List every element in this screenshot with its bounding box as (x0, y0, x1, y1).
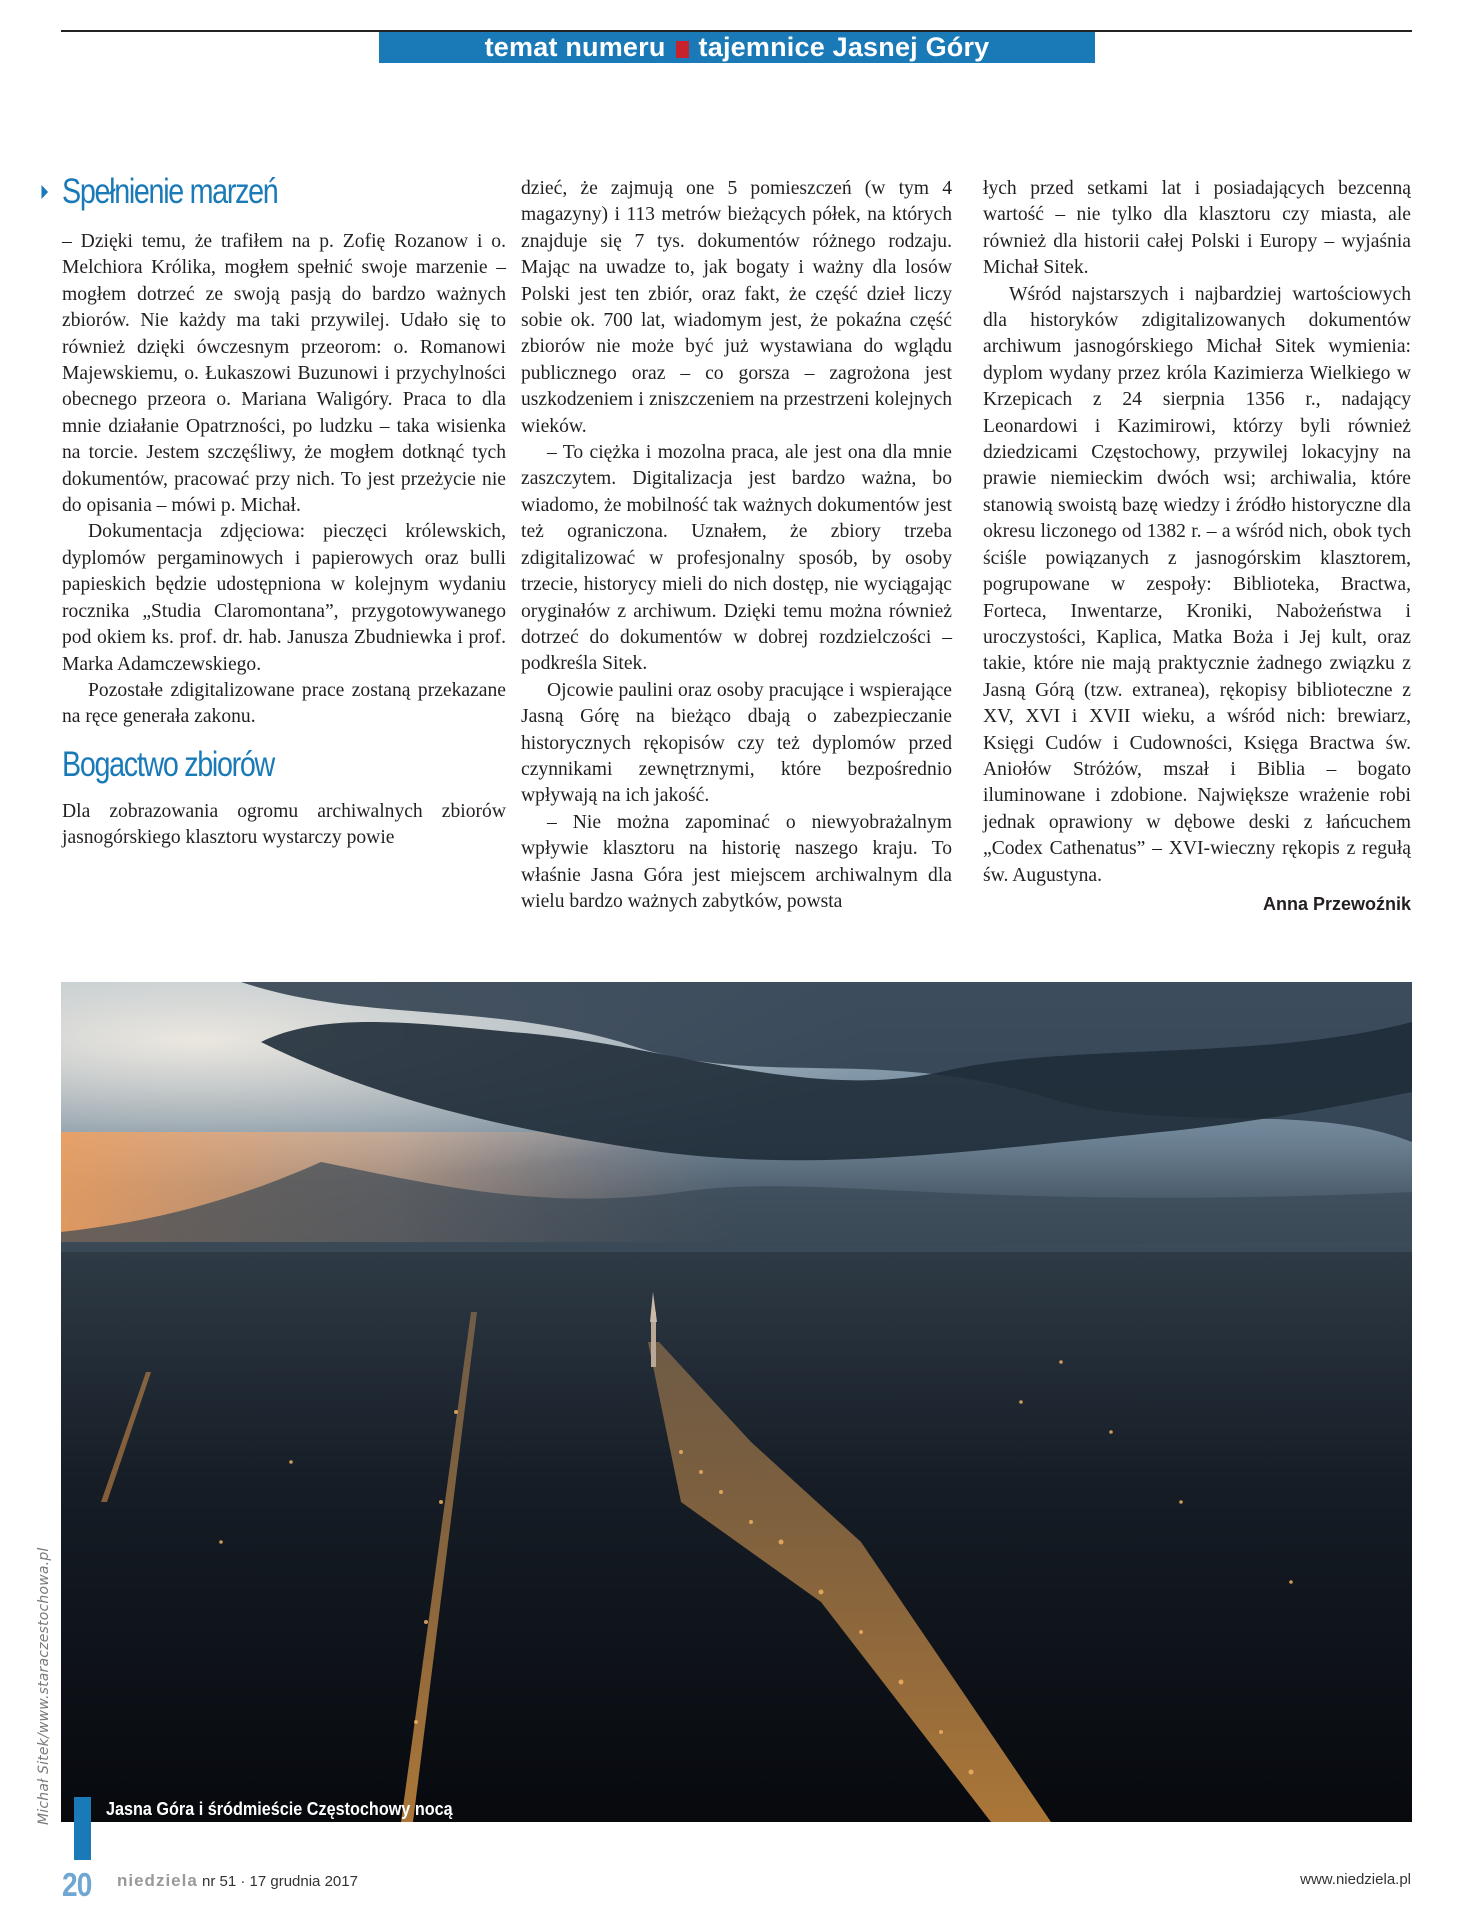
author-byline: Anna Przewoźnik (1262, 893, 1411, 914)
paragraph: – Nie można zapominać o niewyobrażalnym wpływie klasztoru na historię naszego kraju. To właśnie Jasna Góra jest miejscem archiwalnym dla wielu bardzo ważnych zabytków, powsta (521, 811, 952, 912)
page-number: 20 (62, 1866, 92, 1903)
footer-url[interactable]: www.niedziela.pl (1300, 1871, 1411, 1888)
paragraph: – To ciężka i mozolna praca, ale jest ona dla mnie zaszczytem. Digitalizacja jest bardzo ważna, bo wiadomo, że mobilność tak ważnych dokumentów jest też ograniczona. Uznałem, że zbiory trzeba zdigitalizować w profesjonalny sposób, by osoby trzecie, historycy mieli do nich dostęp, nie wyciągając oryginałów z archiwum. Dzięki temu można również dotrzeć do dokumentów w dobrej rozdzielczości – podkreśla Sitek. (521, 442, 952, 675)
paragraph: Pozostałe zdigitalizowane prace zostaną przekazane na ręce generała zakonu. (62, 679, 506, 728)
article-column-3 (983, 176, 1411, 917)
paragraph: dzieć, że zajmują one 5 pomieszczeń (w tym 4 magazyny) i 113 metrów bieżących półek, na których znajduje się 7 tys. dokumentów różnego rodzaju. Mając na uwadze to, jak bogaty i ważny dla losów Polski jest ten zbiór, oraz fakt, że część dzieł liczy sobie ok. 700 lat, wiadomym jest, że pokaźna część zbiorów nie może być już wystawiana do wglądu publicznego oraz – co gorsza – zagrożona jest uszkodzeniem i zniszczeniem na przestrzeni kolejnych wieków. (521, 178, 952, 437)
magazine-name: niedziela (117, 1871, 198, 1890)
topic-label: tajemnice Jasnej Góry (698, 32, 990, 62)
paragraph: – Dzięki temu, że trafiłem na p. Zofię Rozanow i o. Melchiora Królika, mogłem spełnić swoje marzenie – mogłem dotrzeć ze swoją pasją do bardzo ważnych zbiorów. Nie każdy ma taki przywilej. Udało się to również dzięki ówczesnym przeorom: o. Romanowi Majewskiemu, o. Łukaszowi Buzunowi i przychylności obecnego przeora o. Mariana Waligóry. Praca to dla mnie działanie Opatrzności, po ludzku – taka wisienka na torcie. Jestem szczęśliwy, że mogłem dotknąć tych dokumentów, pracować przy nich. To jest przeżycie nie do opisania – mówi p. Michał. (62, 231, 506, 517)
heading-text: Spełnienie marzeń (62, 172, 278, 211)
caption-accent-bar (74, 1797, 91, 1860)
triangle-bullet-icon (42, 185, 49, 199)
paragraph: Ojcowie paulini oraz osoby pracujące i wspierające Jasną Górę na bieżąco dbają o zabezpieczanie historycznych rękopisów czy też dyplomów przed czynnikami zewnętrznymi, które bezpośrednio wpływają na ich jakość. (521, 679, 952, 807)
heading-text: Bogactwo zbiorów (62, 744, 274, 784)
article-column-1 (62, 172, 506, 852)
photo-caption: Jasna Góra i śródmieście Częstochowy nocą (106, 1799, 453, 1819)
article-column-2 (521, 176, 952, 915)
photo-illustration (61, 982, 1412, 1822)
city-night-photo (61, 982, 1412, 1822)
section-heading (62, 172, 426, 212)
paragraph: Wśród najstarszych i najbardziej wartościowych dla historyków zdigitalizowanych dokumentów archiwum jasnogórskiego Michał Sitek wymienia: dyplom wydany przez króla Kazimierza Wielkiego w Krzepicach z 24 sierpnia 1356 r., nadający Leonardowi i Kazimirowi, którzy byli również dziedzicami Częstochowy, przywilej lokacyjny na prawie niemieckim dwóch wsi; archiwalia, które stanowią swoistą bazę wiedzy i źródło historyczne dla okresu liczonego od 1382 r. – a wśród nich, obok tych ściśle powiązanych z jasnogórskim klasztorem, pogrupowane w zespoły: Biblioteka, Bractwa, Forteca, Inwentarze, Kroniki, Nabożeństwa i uroczystości, Kaplica, Matka Boża i Jej kult, oraz takie, które nie mają praktycznie żadnego związku z Jasną Górą (tzw. extranea), rękopisy biblioteczne z XV, XVI i XVII wieku, a wśród nich: brewiarz, Księgi Cudów i Cudowności, Księga Bractwa św. Aniołów Stróżów, mszał i Biblia – bogato iluminowane i zdobione. Największe wrażenie robi jednak oprawiony w dębowe deski z łańcuchem „Codex Cathenatus” – XVI-wieczny rękopis z regułą św. Augustyna. (983, 283, 1411, 886)
section-heading (62, 745, 426, 785)
issue-info: nr 51 · 17 grudnia 2017 (201, 1873, 358, 1890)
photo-credit: Michał Sitek/www.staraczestochowa.pl (36, 1547, 52, 1825)
paragraph: Dokumentacja zdjęciowa: pieczęci królewskich, dyplomów pergaminowych i papierowych oraz bulli papieskich będzie udostępniona w kolejnym wydaniu rocznika „Studia Claromontana”, przygotowywanego pod okiem ks. prof. dr. hab. Janusza Zbudniewka i prof. Marka Adamczewskiego. (62, 521, 506, 675)
section-banner (379, 32, 1095, 63)
paragraph: łych przed setkami lat i posiadających bezcenną wartość – nie tylko dla klasztoru czy miasta, ale również dla historii całej Polski i Europy – wyjaśnia Michał Sitek. (983, 178, 1411, 279)
paragraph: Dla zobrazowania ogromu archiwalnych zbiorów jasnogórskiego klasztoru wystarczy powie (62, 800, 506, 849)
separator-square-icon (676, 41, 689, 58)
footer-issue (117, 1871, 358, 1891)
section-label: temat numeru (484, 32, 666, 62)
